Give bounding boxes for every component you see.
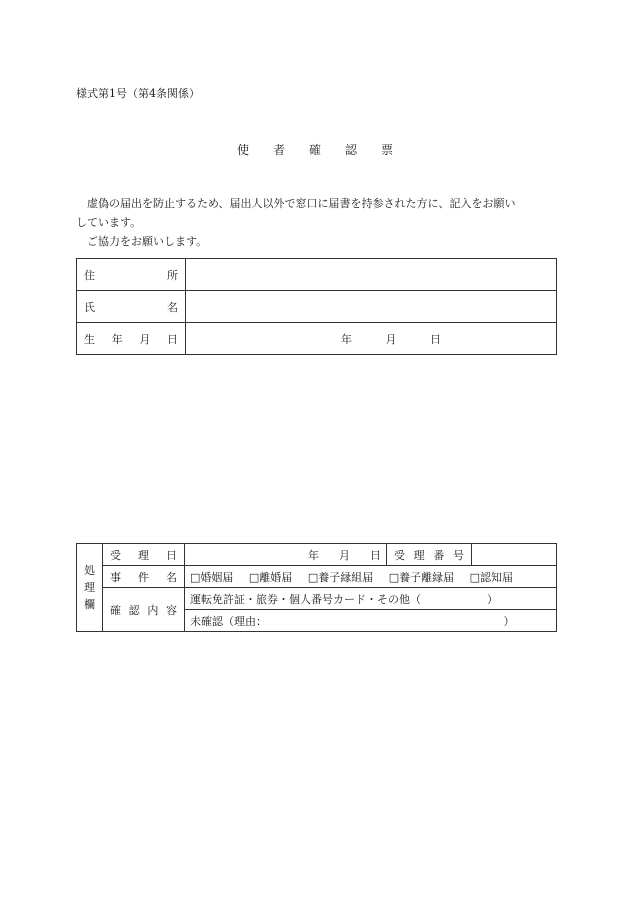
checkbox-divorce[interactable]: □離婚届 [248,570,293,584]
intro-line-2: しています。 [76,216,142,229]
form-number: 様式第1号（第4条関係） [76,87,200,100]
intro-text [76,194,558,251]
checkbox-dissolution[interactable]: □養子離縁届 [388,570,455,584]
document-title: 使 者 確 認 票 [236,143,394,157]
birthdate-label: 生 年 月 日 [77,323,186,355]
receipt-number-label: 受 理 番 号 [387,544,472,566]
address-label: 住 所 [77,259,186,291]
name-field[interactable] [186,291,557,323]
case-name-label: 事 件 名 [103,566,185,588]
address-field[interactable] [186,259,557,291]
intro-line-3: ご協力をお願いします。 [87,235,208,248]
verification-unconfirmed-line[interactable]: 未確認（理由： ） [185,610,557,632]
birthdate-field[interactable]: 年 月 日 [186,323,557,355]
received-date-label: 受 理 日 [103,544,185,566]
processing-category-label: 処 理 欄 [77,544,103,632]
processing-table [76,543,557,632]
receipt-number-field[interactable] [472,544,557,566]
checkbox-acknowledgment[interactable]: □認知届 [469,570,514,584]
applicant-table [76,258,557,355]
verification-label: 確 認 内 容 [103,588,185,632]
received-date-field[interactable]: 年 月 日 [185,544,387,566]
checkbox-marriage[interactable]: □婚姻届 [190,570,234,584]
name-label: 氏 名 [77,291,186,323]
case-options [185,566,557,588]
checkbox-adoption[interactable]: □養子縁組届 [307,570,374,584]
verification-id-line[interactable]: 運転免許証・旅券・個人番号カード・その他（ ） [185,588,557,610]
intro-line-1: 虚偽の届出を防止するため、届出人以外で窓口に届書を持参された方に、記入をお願い [87,197,516,210]
